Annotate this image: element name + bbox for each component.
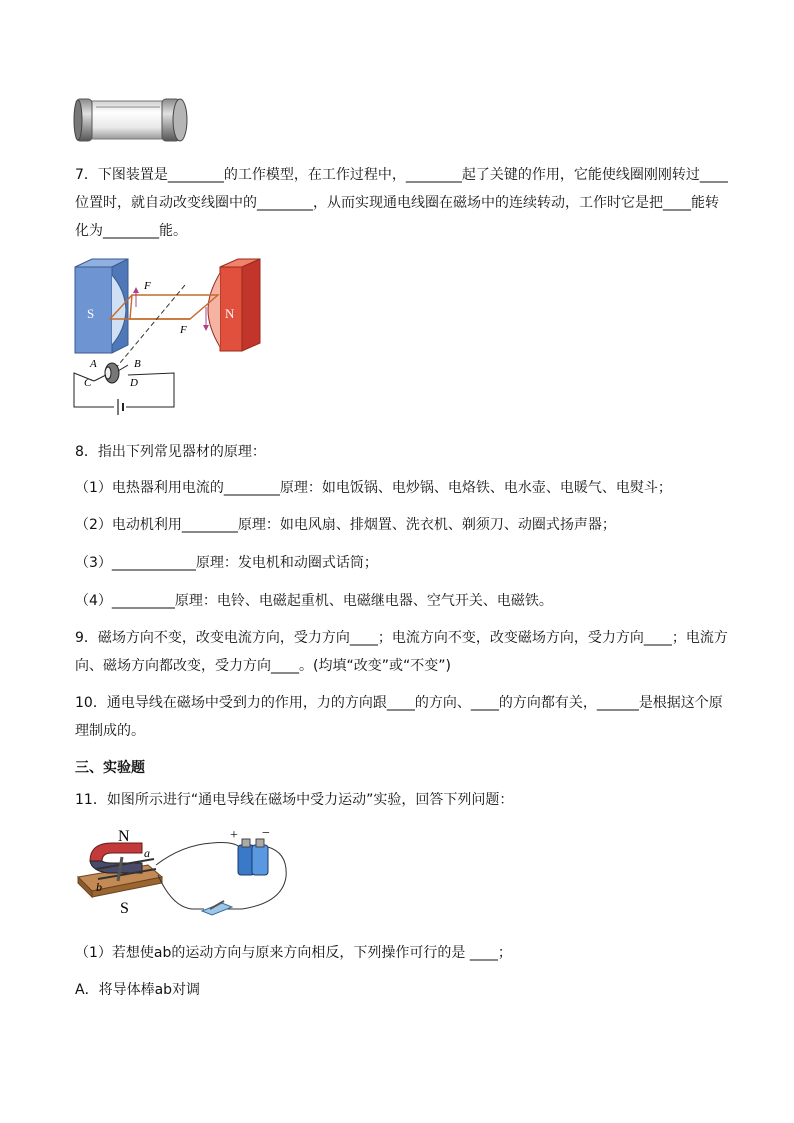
q8-item4: （4）_________原理：电铃、电磁起重机、电磁继电器、空气开关、电磁铁。: [75, 593, 553, 609]
q10-line1: 10．通电导线在磁场中受到力的作用，力的方向跟____的方向、____的方向都有关，______是根据这个原: [75, 695, 723, 711]
q11-option-a: A．将导体棒ab对调: [75, 982, 201, 998]
force-bottom-label: F: [180, 324, 187, 336]
label-b-rod: b: [96, 880, 102, 894]
label-a: A: [90, 358, 97, 370]
q7-line3: 化为________能。: [75, 223, 187, 239]
q10-line2: 理制成的。: [75, 723, 145, 739]
label-n: N: [118, 828, 130, 845]
label-a-rod: a: [144, 846, 150, 860]
section-3-title: 三、实验题: [75, 760, 145, 776]
magnet-n-label: N: [225, 306, 235, 321]
label-c: C: [84, 377, 92, 389]
label-b: B: [134, 358, 141, 370]
q8-item2: （2）电动机利用________原理：如电风扇、排烟置、洗衣机、剃须刀、动圈式扬声器；: [75, 517, 616, 533]
q8-title: 8．指出下列常见器材的原理：: [75, 444, 266, 460]
experiment-figure: [72, 825, 302, 920]
label-s: S: [120, 900, 129, 917]
dc-motor-figure: [70, 255, 265, 415]
q9-line2: 向、磁场方向都改变，受力方向____。(均填“改变”或“不变”): [75, 658, 451, 674]
q11-sub1: （1）若想使ab的运动方向与原来方向相反，下列操作可行的是 ____；: [75, 945, 512, 961]
q9-line1: 9．磁场方向不变，改变电流方向，受力方向____；电流方向不变，改变磁场方向，受力方向____；电流方: [75, 630, 728, 646]
q7-line2: 位置时，就自动改变线圈中的________，从而实现通电线圈在磁场中的连续转动，工作时它是把____能转: [75, 195, 719, 211]
label-d: D: [130, 377, 138, 389]
q11-title: 11．如图所示进行“通电导线在磁场中受力运动”实验，回答下列问题：: [75, 792, 514, 808]
plus-label: +: [230, 828, 238, 843]
q8-item1: （1）电热器利用电流的________原理：如电饭锅、电炒锅、电烙铁、电水壶、电暖气、电熨斗；: [75, 480, 672, 496]
force-top-label: F: [144, 280, 151, 292]
q7-line1: 7．下图装置是________的工作模型，在工作过程中，________起了关键的作用，它能使线圈刚刚转过____: [75, 167, 728, 183]
magnet-s-label: S: [87, 306, 95, 321]
q8-item3: （3）____________原理：发电机和动圈式话筒；: [75, 555, 378, 571]
cylinder-figure: [72, 95, 190, 145]
minus-label: −: [262, 826, 270, 841]
